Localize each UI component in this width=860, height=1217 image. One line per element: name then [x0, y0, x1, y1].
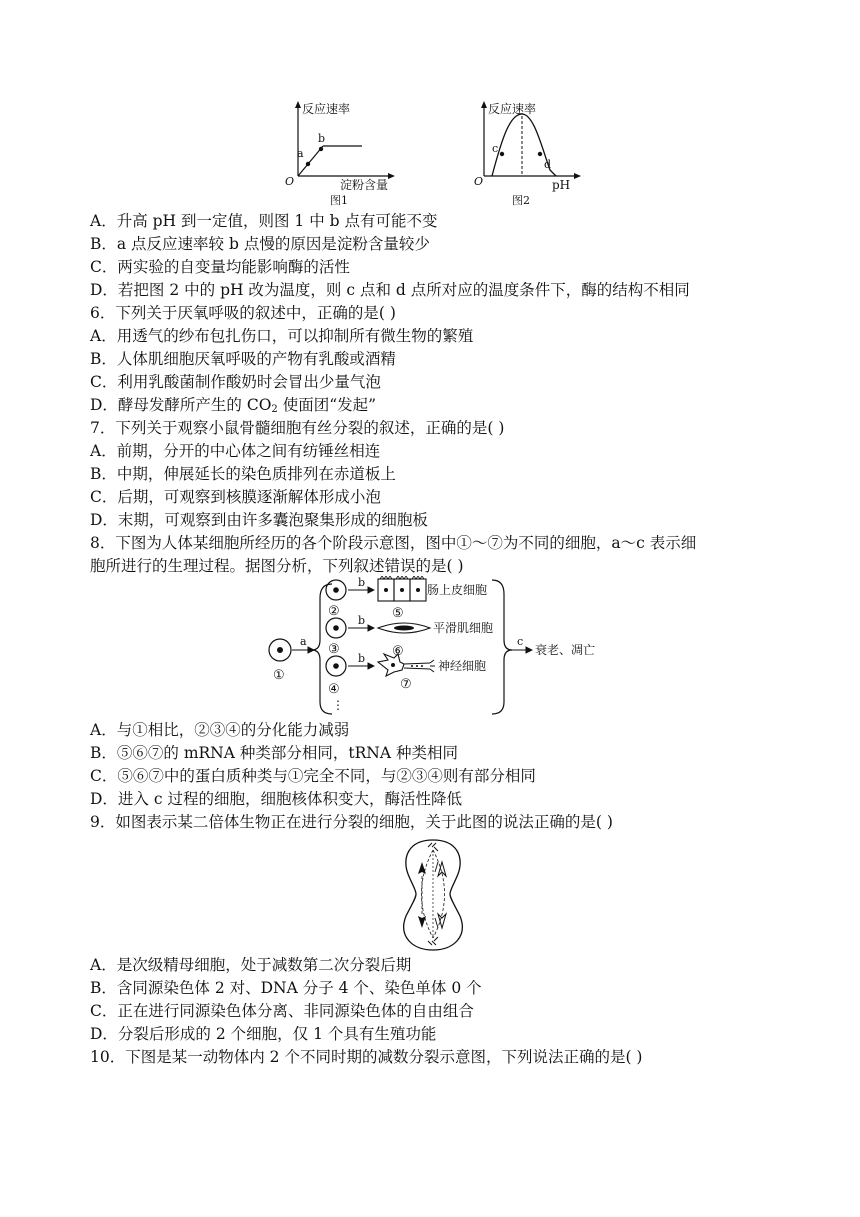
figure-9-dividing-cell: [388, 836, 478, 954]
q7-option-b: B．中期，伸展延长的染色质排列在赤道板上: [90, 465, 396, 483]
label-cell-3: ③: [328, 642, 340, 657]
q5-option-b: B．a 点反应速率较 b 点慢的原因是淀粉含量较少: [90, 235, 430, 253]
q9-option-b: B．含同源染色体 2 对、DNA 分子 4 个、染色单体 0 个: [90, 979, 482, 997]
q6-stem: 6．下列关于厌氧呼吸的叙述中，正确的是( ): [90, 304, 396, 322]
fig1-ylabel: 反应速率: [302, 102, 351, 116]
cell-7-neuron: [378, 654, 435, 676]
q9-stem: 9．如图表示某二倍体生物正在进行分裂的细胞，关于此图的说法正确的是( ): [90, 813, 613, 831]
fig1-caption: 图1: [330, 194, 348, 206]
q9-option-d: D．分裂后形成的 2 个细胞，仅 1 个具有生殖功能: [90, 1025, 437, 1043]
q8-option-c: C．⑤⑥⑦中的蛋白质种类与①完全不同，与②③④则有部分相同: [90, 767, 536, 785]
process-b-2: b: [358, 614, 366, 627]
fig2-xlabel: pH: [552, 178, 571, 192]
label-smooth-muscle-cell: 平滑肌细胞: [433, 621, 494, 635]
figure-2: [470, 98, 590, 206]
point-d: [538, 152, 542, 156]
point-b: [319, 147, 323, 151]
q6-option-d: D．酵母发酵所产生的 $CO_2$ 使面团“发起”: [90, 396, 377, 415]
more-cells: ⋮: [332, 698, 344, 712]
q8-option-a: A．与①相比，②③④的分化能力减弱: [90, 721, 350, 739]
cell-5-intestinal: [378, 576, 426, 601]
fig2-origin: O: [474, 175, 484, 188]
label-a: a: [297, 147, 304, 160]
process-a: a: [300, 635, 307, 648]
figure-1: [280, 98, 400, 206]
q8-stem-line2: 胞所进行的生理过程。据图分析，下列叙述错误的是( ): [90, 557, 464, 575]
q5-option-d: D．若把图 2 中的 pH 改为温度，则 c 点和 d 点所对应的温度条件下，酶的结构不相同: [90, 281, 690, 299]
label-cell-5: ⑤: [392, 606, 404, 621]
fig1-xlabel: 淀粉含量: [340, 178, 389, 192]
label-neuron: 神经细胞: [438, 659, 487, 673]
label-cell-6: ⑥: [392, 644, 404, 659]
label-intestinal-cell: 肠上皮细胞: [427, 583, 488, 597]
q6-option-a: A．用透气的纱布包扎伤口，可以抑制所有微生物的繁殖: [90, 327, 474, 345]
point-c: [500, 152, 504, 156]
fig2-caption: 图2: [512, 194, 530, 206]
label-c: c: [492, 142, 499, 155]
label-cell-1: ①: [273, 668, 285, 683]
point-a: [306, 162, 310, 166]
q6-option-b: B．人体肌细胞厌氧呼吸的产物有乳酸或酒精: [90, 350, 396, 368]
figure-8-cell-differentiation: [262, 576, 598, 716]
label-cell-7: ⑦: [400, 677, 412, 692]
label-d: d: [544, 158, 552, 171]
process-c: c: [517, 635, 524, 648]
q8-option-d: D．进入 c 过程的细胞，细胞核体积变大，酶活性降低: [90, 790, 462, 808]
q5-option-c: C．两实验的自变量均能影响酶的活性: [90, 258, 350, 276]
fig2-ylabel: 反应速率: [488, 102, 537, 116]
q10-stem: 10．下图是某一动物体内 2 个不同时期的减数分裂示意图，下列说法正确的是( ): [90, 1048, 643, 1066]
q6-option-c: C．利用乳酸菌制作酸奶时会冒出少量气泡: [90, 373, 381, 391]
q8-stem-line1: 8．下图为人体某细胞所经历的各个阶段示意图，图中①～⑦为不同的细胞，a～c 表示细: [90, 534, 697, 552]
label-cell-4: ④: [328, 682, 340, 697]
process-b-1: b: [358, 576, 366, 589]
q8-option-b: B．⑤⑥⑦的 mRNA 种类部分相同，tRNA 种类相同: [90, 744, 458, 762]
label-b: b: [318, 132, 326, 145]
q5-option-a: A．升高 pH 到一定值，则图 1 中 b 点有可能不变: [90, 212, 438, 230]
q7-option-d: D．末期，可观察到由许多囊泡聚集形成的细胞板: [90, 511, 428, 529]
q7-option-c: C．后期，可观察到核膜逐渐解体形成小泡: [90, 488, 381, 506]
q9-option-c: C．正在进行同源染色体分离、非同源染色体的自由组合: [90, 1002, 474, 1020]
q9-option-a: A．是次级精母细胞，处于减数第二次分裂后期: [90, 956, 412, 974]
q7-option-a: A．前期，分开的中心体之间有纺锤丝相连: [90, 442, 381, 460]
fig1-origin: O: [285, 175, 295, 188]
process-b-3: b: [358, 652, 366, 665]
label-fate: 衰老、凋亡: [535, 643, 596, 657]
q7-stem: 7．下列关于观察小鼠骨髓细胞有丝分裂的叙述，正确的是( ): [90, 419, 505, 437]
label-cell-2: ②: [328, 604, 340, 619]
